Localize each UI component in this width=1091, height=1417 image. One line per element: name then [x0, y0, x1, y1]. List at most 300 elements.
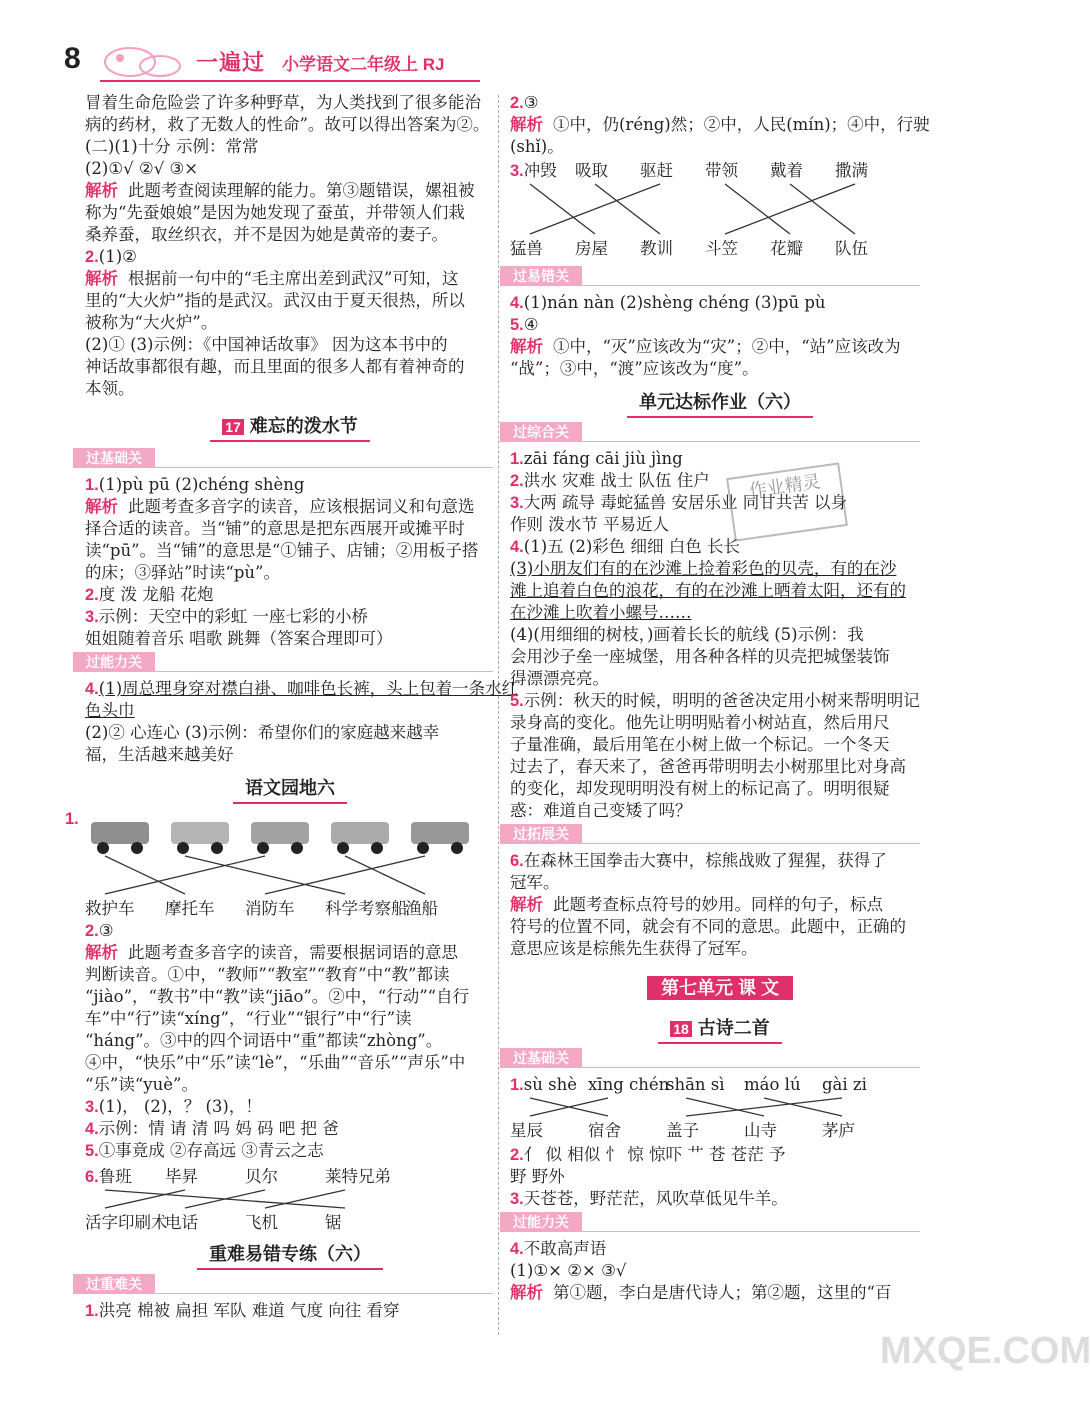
line-text: 在森林王国拳击大赛中，棕熊战败了猩猩，获得了 [523, 851, 887, 870]
match-top-item [325, 1166, 391, 1188]
match-line [725, 184, 855, 234]
question-number: 4. [85, 1120, 99, 1138]
line-text: 冲毁 [523, 161, 557, 180]
special-practice-title [85, 1240, 495, 1270]
question-number: 2. [510, 1146, 524, 1164]
line-text: 科学考察船 [325, 899, 408, 918]
line-text: 野 野外 [510, 1167, 565, 1186]
line-text: sù shè [523, 1075, 577, 1094]
question-number: 6. [510, 852, 524, 870]
question-number: 2. [85, 586, 99, 604]
line-text: 作则 泼水节 平易近人 [510, 515, 669, 534]
question-number: 2. [510, 94, 524, 112]
answer-line [85, 1300, 399, 1322]
match-bottom-item [510, 238, 543, 260]
answer-line [510, 1144, 785, 1166]
answer-line [510, 514, 669, 536]
answer-line [85, 334, 447, 356]
firetruck-icon [405, 812, 475, 856]
section-tag: 过易错关 [500, 266, 582, 286]
line-text: máo lú [744, 1075, 801, 1094]
line-text: 摩托车 [165, 899, 215, 918]
match-top-item [165, 1166, 198, 1188]
answer-line [85, 986, 469, 1008]
line-text: 锯 [325, 1213, 342, 1232]
header-rule [100, 80, 480, 82]
line-text: 洪水 灾难 战士 队伍 住户 [523, 471, 710, 490]
line-text: gài zi [822, 1075, 867, 1094]
lesson-17-title [85, 412, 495, 442]
match-bottom-item [245, 898, 295, 920]
unit-7-heading [510, 974, 930, 1000]
match-bottom-item [405, 898, 438, 920]
line-text: 惑：难道自己变矮了吗？ [510, 801, 692, 820]
match-top-item [510, 160, 557, 182]
match-top-item [770, 160, 803, 182]
match-top-item [85, 1166, 132, 1188]
match-bottom-item [770, 238, 803, 260]
question-number: 2. [85, 922, 99, 940]
line-text: 花瓣 [770, 239, 803, 258]
match-bottom-item [835, 238, 868, 260]
answer-line [510, 734, 890, 756]
line-text: 吸取 [575, 161, 608, 180]
answer-line [510, 136, 564, 158]
line-text: 病的药材，救了无数人的性命”。故可以得出答案为②。 [85, 115, 490, 134]
ship-icon [165, 812, 235, 856]
answer-line [510, 292, 826, 314]
tag-rule [582, 441, 920, 442]
line-text: 大两 疏导 毒蛇猛兽 安居乐业 同甘共苦 以身 [523, 493, 847, 512]
answer-line [85, 1008, 412, 1030]
line-text: 活字印刷术 [85, 1213, 168, 1232]
question-number: 5. [510, 316, 524, 334]
answer-line [85, 562, 280, 584]
section-title-text: 17 难忘的泼水节 [210, 412, 370, 442]
question-number: 5. [85, 1142, 99, 1160]
line-text: 福，生活越来越美好 [85, 745, 234, 764]
line-text: (1)nán nàn (2)shèng chéng (3)pū pù [523, 293, 826, 312]
matching-lines [85, 854, 485, 898]
line-text: 冠军。 [510, 873, 560, 892]
line-text: (1)①× ②× ③√ [510, 1261, 627, 1280]
boat-icon [325, 812, 395, 856]
line-text: 滩上追着白色的浪花，有的在沙滩上晒着太阳，还有的 [510, 581, 906, 600]
answer-line [85, 678, 518, 700]
answer-line [85, 606, 368, 628]
section-tag: 过重难关 [73, 1274, 155, 1294]
match-top-item [640, 160, 673, 182]
line-text: 不敢高声语 [523, 1239, 607, 1258]
motorcycle-icon [85, 812, 155, 856]
line-text: (1)周总理身穿对襟白褂、咖啡色长裤，头上包着一条水红 [98, 679, 519, 698]
line-text: (2)① (3)示例：《中国神话故事》 因为这本书中的 [85, 335, 448, 354]
answer-line [85, 1052, 465, 1074]
match-bottom-item [588, 1120, 621, 1142]
line-text: 电话 [165, 1213, 198, 1232]
answer-line [85, 540, 478, 562]
match-top-item [835, 160, 868, 182]
line-text: (shǐ)。 [510, 137, 564, 156]
question-number: 3. [85, 608, 99, 626]
match-top-item [588, 1074, 669, 1096]
match-bottom-item [165, 1212, 198, 1234]
line-text: (1)pù pū (2)chéng shèng [98, 475, 305, 494]
answer-line [85, 290, 465, 312]
line-text: 车”中“行”读“xíng”，“行业”“银行”中“行”读 [85, 1009, 412, 1028]
page-header [0, 0, 1000, 90]
answer-line [510, 602, 692, 624]
line-text: 择合适的读音。当“铺”的意思是把东西展开或摊平时 [85, 519, 465, 538]
lesson-number: 17 [222, 419, 244, 435]
match-top-item [666, 1074, 725, 1096]
section-title-text: 单元达标作业（六） [627, 388, 813, 418]
section-tag: 过基础关 [500, 1048, 582, 1068]
match-bottom-item [744, 1120, 777, 1142]
match-bottom-item [510, 1120, 543, 1142]
match-line [686, 1098, 764, 1116]
answer-line [85, 1118, 339, 1140]
column-divider [498, 95, 499, 1335]
line-text: 符号的位置不同，就会有不同的意思。此题中，正确的 [510, 917, 906, 936]
match-top-item [822, 1074, 867, 1096]
answer-line [510, 916, 906, 938]
line-text: (3)小朋友们有的在沙滩上捡着彩色的贝壳，有的在沙 [510, 559, 897, 578]
line-text: 过去了，春天来了，爸爸再带明明去小树那里比对身高 [510, 757, 906, 776]
line-text: 教训 [640, 239, 673, 258]
question-number: 4. [510, 294, 524, 312]
lesson-number: 18 [670, 1021, 692, 1037]
match-bottom-item [640, 238, 673, 260]
line-text: 飞机 [245, 1213, 278, 1232]
line-text: 里的“大火炉”指的是武汉。武汉由于夏天很热，所以 [85, 291, 465, 310]
line-text: 此题考查多音字的读音，应该根据词义和句意选 [128, 497, 475, 516]
line-text: “jiào”，“教书”中“教”读“jiāo”。②中，“行动”“自行 [85, 987, 470, 1006]
line-text: (2)①√ ②√ ③× [85, 159, 199, 178]
tag-rule [155, 467, 493, 468]
question-number: 1. [85, 1302, 99, 1320]
line-text: 山寺 [744, 1121, 777, 1140]
answer-line [510, 336, 901, 358]
lesson-18-title [510, 1014, 930, 1044]
answer-line [85, 1096, 262, 1118]
line-text: 称为“先蚕娘娘”是因为她发现了蚕茧，并带领人们栽 [85, 203, 465, 222]
line-text: ③ [98, 921, 114, 940]
answer-line [510, 1260, 626, 1282]
question-number: 2. [85, 248, 99, 266]
line-text: ①中，“灭”应该改为“灾”；②中，“站”应该改为 [553, 337, 901, 356]
ambulance-icon [245, 812, 315, 856]
answer-line [85, 202, 465, 224]
answer-line [85, 180, 475, 202]
line-text: 救护车 [85, 899, 135, 918]
answer-line [510, 872, 560, 894]
line-text: 读“pū”。当“铺”的意思是“①铺子、店铺；②用板子搭 [85, 541, 479, 560]
match-bottom-item [705, 238, 738, 260]
match-line [790, 184, 855, 234]
analysis-label: 解析 [510, 338, 543, 356]
line-text: (4)(用细细的树枝，)画着长长的航线 (5)示例：我 [510, 625, 864, 644]
match-line [595, 184, 660, 234]
section-tag: 过综合关 [500, 422, 582, 442]
answer-line [85, 744, 234, 766]
line-text: (二)(1)十分 示例：常常 [85, 137, 259, 156]
page-number: 8 [64, 42, 81, 75]
answer-line [85, 92, 481, 114]
answer-line [510, 314, 539, 336]
line-text: 第①题，李白是唐代诗人；第②题，这里的“百 [553, 1283, 892, 1302]
answer-line [510, 580, 906, 602]
line-text: ③ [523, 93, 539, 112]
question-number: 1. [510, 450, 524, 468]
match-line [345, 856, 425, 894]
question-number: 4. [85, 680, 99, 698]
line-text: 子量准确，最后用笔在小树上做一个标记。一个冬天 [510, 735, 890, 754]
line-text: 带领 [705, 161, 738, 180]
answer-line [510, 470, 710, 492]
line-text: 此题考查多音字的读音，需要根据词语的意思 [128, 943, 458, 962]
match-top-item [245, 1166, 278, 1188]
question-number: 1. [510, 1076, 524, 1094]
stamp-icon: 作业精灵 [726, 462, 848, 541]
match-line [764, 1098, 842, 1116]
match-line [105, 856, 265, 894]
match-top-item [575, 160, 608, 182]
answer-line [510, 712, 890, 734]
question-number [65, 808, 79, 830]
answer-line [510, 114, 930, 136]
line-text: “乐”读“yuè”。 [85, 1075, 198, 1094]
answer-line [510, 1188, 788, 1210]
answer-line [85, 114, 489, 136]
line-text: 示例：秋天的时候，明明的爸爸决定用小树来帮明明记 [523, 691, 920, 710]
match-bottom-item [85, 1212, 168, 1234]
section-title-text: 重难易错专练（六） [197, 1240, 383, 1270]
question-number: 3. [85, 1098, 99, 1116]
answer-line [85, 920, 114, 942]
answer-line [85, 518, 465, 540]
match-bottom-item [666, 1120, 699, 1142]
answer-line [85, 474, 305, 496]
analysis-label: 解析 [510, 896, 543, 914]
answer-line [85, 312, 217, 334]
match-line [185, 1190, 265, 1208]
question-number: 3. [510, 1190, 524, 1208]
line-text: 队伍 [835, 239, 868, 258]
answer-line [85, 496, 475, 518]
line-text: 被称为“大火炉”。 [85, 313, 218, 332]
line-text: shān sì [666, 1075, 725, 1094]
answer-line [85, 1140, 324, 1162]
matching-lines [510, 182, 900, 238]
answer-line [85, 584, 214, 606]
garden-title [85, 774, 495, 804]
question-number: 4. [510, 538, 524, 556]
line-text: ④中，“快乐”中“乐”读“lè”，“乐曲”“音乐”“声乐”中 [85, 1053, 466, 1072]
line-text: (2)② 心连心 (3)示例：希望你们的家庭越来越幸 [85, 723, 440, 742]
question-number: 1. [65, 810, 79, 828]
analysis-label: 解析 [510, 116, 543, 134]
line-text: 宿舍 [588, 1121, 621, 1140]
answer-line [85, 1030, 442, 1052]
question-number: 5. [510, 692, 524, 710]
line-text: 斗笠 [705, 239, 738, 258]
line-text: 茅庐 [822, 1121, 855, 1140]
line-text: ④ [523, 315, 539, 334]
match-line [105, 856, 185, 894]
question-number: 3. [510, 494, 524, 512]
question-number: 1. [85, 476, 99, 494]
answer-line [510, 690, 920, 712]
matching-lines [510, 1096, 900, 1120]
watermark: MXQE.COM [880, 1330, 1091, 1372]
line-text: 渔船 [405, 899, 438, 918]
match-line [725, 184, 790, 234]
line-text: 判断读音。①中，“教师”“教室”“教育”中“教”都读 [85, 965, 450, 984]
line-text: (1)， (2)，？ (3)，！ [98, 1097, 262, 1116]
answer-line [85, 268, 458, 290]
answer-line [85, 942, 458, 964]
question-number: 6. [85, 1168, 99, 1186]
answer-line [510, 536, 740, 558]
line-text: 的变化，却发现明明没有树上的标记高了。明明很疑 [510, 779, 890, 798]
line-text: 盖子 [666, 1121, 699, 1140]
line-text: (1)五 (2)彩色 细细 白色 长长 [523, 537, 740, 556]
answer-line [85, 722, 439, 744]
answer-line [510, 1166, 565, 1188]
line-text: 在沙滩上吹着小螺号…… [510, 603, 692, 622]
line-text: 驱赶 [640, 161, 673, 180]
question-number: 2. [510, 472, 524, 490]
line-text: 色头巾 [85, 701, 135, 720]
line-text: xīng chén [588, 1075, 670, 1094]
match-top-item [705, 160, 738, 182]
answer-line [510, 624, 864, 646]
answer-line [510, 358, 759, 380]
answer-line [510, 800, 692, 822]
line-text: 桑养蚕，取丝织衣，并不是因为她是黄帝的妻子。 [85, 225, 448, 244]
line-text: 贝尔 [245, 1167, 278, 1186]
match-line [185, 856, 345, 894]
question-number: 4. [510, 1240, 524, 1258]
match-line [686, 1098, 842, 1116]
line-text: 根据前一句中的“毛主席出差到武汉”可知，这 [128, 269, 459, 288]
tag-rule [155, 1293, 493, 1294]
line-text: 天苍苍，野茫茫，风吹草低见牛羊。 [523, 1189, 788, 1208]
tag-rule [582, 285, 920, 286]
answer-line [510, 1282, 891, 1304]
answer-line [85, 224, 448, 246]
match-bottom-item [85, 898, 135, 920]
line-text: 此题考查标点符号的妙用。同样的句子，标点 [553, 895, 883, 914]
answer-line [85, 246, 137, 268]
tag-rule [582, 1067, 920, 1068]
line-text: ①事竟成 ②存高远 ③青云之志 [98, 1141, 324, 1160]
match-bottom-item [245, 1212, 278, 1234]
answer-line [85, 356, 465, 378]
answer-line [85, 700, 135, 722]
section-tag: 过拓展关 [500, 824, 582, 844]
match-bottom-item [575, 238, 608, 260]
unit-7-label: 第七单元 课 文 [647, 976, 793, 1000]
answer-line [510, 92, 539, 114]
answer-line [510, 778, 890, 800]
section-tag: 过能力关 [73, 652, 155, 672]
line-text: 洪亮 棉被 扁担 军队 难道 气度 向往 看穿 [98, 1301, 400, 1320]
analysis-label: 解析 [85, 182, 118, 200]
line-text: 本领。 [85, 379, 135, 398]
match-line [530, 184, 595, 234]
match-line [265, 856, 425, 894]
answer-line [510, 756, 906, 778]
brand-logo: 一遍过 [196, 50, 266, 75]
line-text: “战”；③中，“渡”应该改为“度”。 [510, 359, 759, 378]
answer-line [85, 136, 259, 158]
match-top-item [510, 1074, 577, 1096]
tag-rule [155, 671, 493, 672]
line-text: 亻 似 相似 忄 惊 惊吓 艹 苍 苍茫 予 [523, 1145, 786, 1164]
answer-line [85, 1074, 198, 1096]
line-text: (1)② [98, 247, 137, 266]
header-subtitle: 小学语文二年级上 RJ [282, 55, 445, 74]
answer-line [510, 1238, 606, 1260]
line-text: 示例：情 请 清 吗 妈 码 吧 把 爸 [98, 1119, 339, 1138]
line-text: 撒满 [835, 161, 868, 180]
line-text: 的床；③驿站”时读“pù”。 [85, 563, 280, 582]
section-title-text: 语文园地六 [233, 774, 347, 804]
line-text: “háng”。③中的四个词语中“重”都读“zhòng”。 [85, 1031, 443, 1050]
line-text: ①中，仍(réng)然；②中，人民(mín)；④中，行驶 [553, 115, 930, 134]
line-text: zāi fáng cāi jiù jìng [523, 449, 683, 468]
line-text: 录身高的变化。他先让明明贴着小树站直，然后用尺 [510, 713, 890, 732]
section-title-text: 18 古诗二首 [658, 1014, 782, 1044]
matching-lines [85, 1188, 405, 1212]
line-text: 戴着 [770, 161, 803, 180]
answer-line [510, 938, 758, 960]
line-text: 莱特兄弟 [325, 1167, 391, 1186]
answer-line [510, 646, 890, 668]
match-bottom-item [822, 1120, 855, 1142]
line-text: 猛兽 [510, 239, 543, 258]
line-text: 毕昇 [165, 1167, 198, 1186]
analysis-label: 解析 [85, 498, 118, 516]
answer-line [85, 964, 449, 986]
line-text: 冒着生命危险尝了许多种野草，为人类找到了很多能治 [85, 93, 481, 112]
line-text: 度 泼 龙船 花炮 [98, 585, 214, 604]
line-text: 星辰 [510, 1121, 543, 1140]
line-text: 会用沙子垒一座城堡，用各种各样的贝壳把城堡装饰 [510, 647, 890, 666]
match-bottom-item [325, 1212, 342, 1234]
match-line [530, 184, 660, 234]
question-number: 3. [510, 162, 524, 180]
section-tag: 过基础关 [73, 448, 155, 468]
line-text: 示例：天空中的彩虹 一座七彩的小桥 [98, 607, 369, 626]
answer-line [510, 448, 683, 470]
answer-line [85, 628, 393, 650]
line-text: 得漂漂亮亮。 [510, 669, 609, 688]
line-text: 此题考查阅读理解的能力。第③题错误，嫘祖被 [128, 181, 475, 200]
section-tag: 过能力关 [500, 1212, 582, 1232]
answer-line [85, 158, 198, 180]
line-text: 意思应该是棕熊先生获得了冠军。 [510, 939, 758, 958]
match-bottom-item [165, 898, 215, 920]
analysis-label: 解析 [85, 944, 118, 962]
line-text: 房屋 [575, 239, 608, 258]
analysis-label: 解析 [85, 270, 118, 288]
answer-line [510, 668, 609, 690]
line-text: 鲁班 [98, 1167, 132, 1186]
line-text: 姐姐随着音乐 唱歌 跳舞（答案合理即可） [85, 629, 393, 648]
